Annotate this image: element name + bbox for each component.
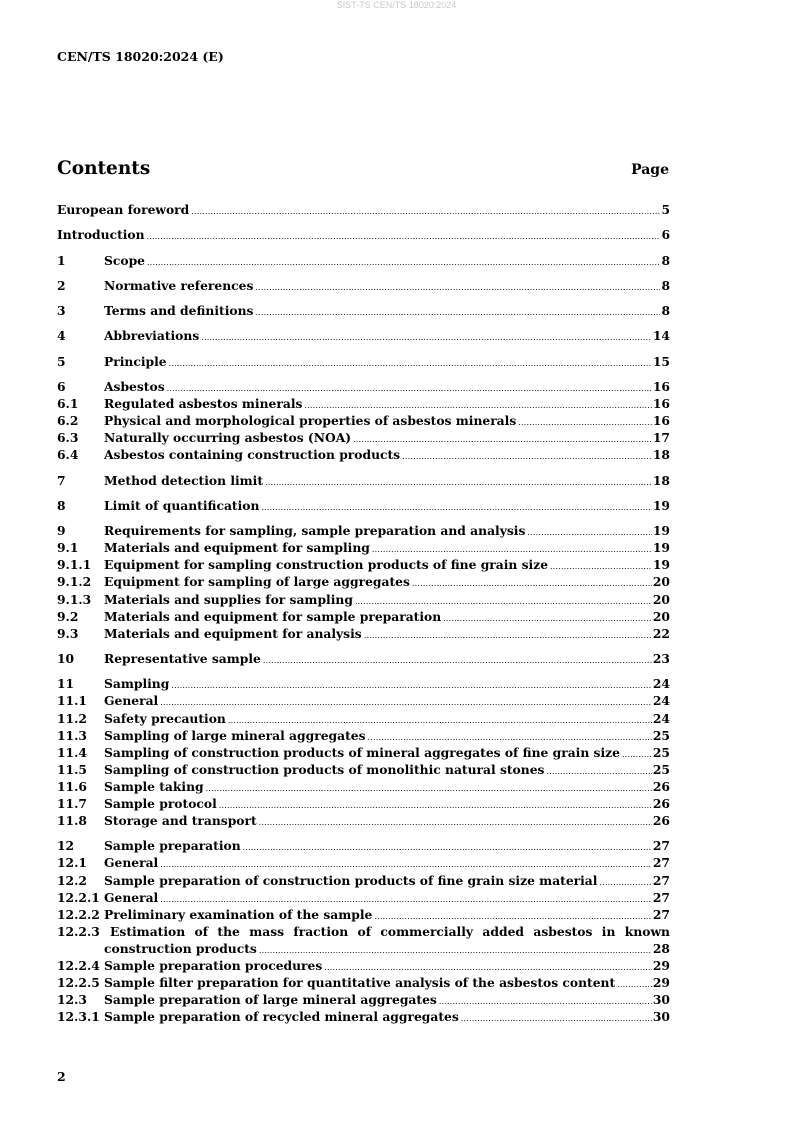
toc-entry-number: 12.2.1 [57, 889, 100, 905]
toc-entry[interactable] [57, 795, 670, 812]
toc-entry-page: 27 [652, 838, 670, 854]
toc-entry-number: 12.1 [57, 855, 87, 871]
toc-entry-number: 6.4 [57, 447, 79, 463]
toc-entry[interactable] [57, 252, 670, 269]
toc-entry-page: 27 [652, 872, 670, 888]
toc-entry-number: 9.3 [57, 625, 79, 641]
dot-leader [546, 763, 651, 780]
toc-entry-page: 29 [652, 975, 670, 991]
toc-entry[interactable] [57, 573, 670, 590]
toc-entry-title: Materials and equipment for sampling [104, 540, 370, 556]
toc-entry[interactable] [57, 675, 670, 692]
dot-leader [443, 610, 652, 627]
dot-leader [461, 1010, 652, 1027]
dot-leader [169, 355, 652, 372]
dot-leader [412, 575, 652, 592]
dot-leader [201, 329, 652, 346]
toc-entry-page: 27 [652, 906, 670, 922]
toc-entry[interactable] [57, 302, 670, 319]
toc-entry-page: 25 [652, 761, 670, 777]
toc-entry-title: Introduction [57, 227, 145, 243]
toc-entry-number: 11 [57, 676, 75, 692]
toc-entry-title: Equipment for sampling construction products of fine grain size [104, 557, 549, 573]
toc-entry[interactable] [57, 727, 670, 744]
toc-entry-title: Sample protocol [104, 795, 217, 811]
toc-entry-title: Scope [104, 252, 145, 268]
toc-entry[interactable] [57, 277, 670, 294]
dot-leader [255, 279, 660, 296]
toc-entry-number: 9.1 [57, 540, 79, 556]
page-column-label: Page [631, 162, 669, 178]
toc-entry-number: 6.3 [57, 430, 79, 446]
toc-entry-title: Sample preparation of construction products of fine grain size material [104, 872, 598, 888]
toc-entry[interactable] [57, 412, 670, 429]
toc-entry-page: 16 [652, 413, 670, 429]
toc-entry-page: 20 [652, 608, 670, 624]
toc-entry-title: Equipment for sampling of large aggregates [104, 574, 410, 590]
toc-entry-page: 30 [652, 992, 670, 1008]
toc-entry-page: 19 [652, 557, 670, 573]
toc-entry-page: 18 [652, 472, 670, 488]
toc-entry-title: Regulated asbestos minerals [104, 396, 303, 412]
toc-entry-title: Materials and equipment for analysis [104, 625, 362, 641]
toc-entry-title: Abbreviations [104, 328, 200, 344]
toc-entry[interactable] [57, 837, 670, 854]
toc-entry-number: 11.1 [57, 693, 87, 709]
toc-entry-page: 17 [652, 430, 670, 446]
dot-leader [622, 746, 652, 763]
toc-entry[interactable] [57, 923, 670, 940]
toc-entry-title: Sample preparation of recycled mineral aggregates [104, 1009, 459, 1025]
toc-entry-page: 16 [652, 378, 670, 394]
toc-entry-page: 8 [661, 252, 670, 268]
toc-entry-page: 25 [652, 727, 670, 743]
toc-entry-number: 6 [57, 378, 66, 394]
dot-leader [219, 797, 652, 814]
dot-leader [263, 652, 652, 669]
toc-entry[interactable] [57, 429, 670, 446]
dot-leader [243, 839, 652, 856]
toc-entry-number: 9.1.2 [57, 574, 92, 590]
toc-entry-title: Asbestos [104, 378, 165, 394]
toc-entry[interactable] [57, 327, 670, 344]
toc-entry-page: 26 [652, 795, 670, 811]
toc-entry-number: 9.2 [57, 608, 79, 624]
toc-entry-number: 2 [57, 277, 66, 293]
toc-entry-title: Physical and morphological properties of asbestos minerals [104, 413, 517, 429]
toc-entry-page: 16 [652, 396, 670, 412]
page-number: 2 [57, 1069, 66, 1084]
toc-entry-page: 20 [652, 591, 670, 607]
toc-entry-number: 7 [57, 472, 66, 488]
toc-entry-title: Asbestos containing construction products [104, 447, 401, 463]
dot-leader [171, 677, 652, 694]
toc-entry-number: 12.2.2 [57, 906, 100, 922]
toc-entry[interactable] [57, 710, 670, 727]
toc-entry[interactable] [57, 974, 670, 991]
dot-leader [550, 558, 652, 575]
toc-entry[interactable] [57, 778, 670, 795]
dot-leader [255, 304, 660, 321]
toc-entry-page: 19 [652, 540, 670, 556]
toc-entry-continuation[interactable] [57, 940, 670, 957]
toc-entry-number: 4 [57, 328, 66, 344]
toc-entry[interactable] [57, 761, 670, 778]
toc-entry[interactable] [57, 872, 670, 889]
toc-entry-title: Sampling of large mineral aggregates [104, 727, 366, 743]
toc-entry-title: European foreword [57, 202, 190, 217]
toc-entry[interactable] [57, 378, 670, 395]
toc-entry-title: Sample taking [104, 778, 204, 794]
dot-leader [191, 203, 660, 220]
toc-entry[interactable] [57, 744, 670, 761]
toc-entry-title: Sampling [104, 676, 170, 692]
toc-entry[interactable] [57, 591, 670, 608]
toc-entry-number: 9 [57, 523, 66, 539]
toc-entry-number: 12.2.4 [57, 958, 100, 973]
toc-entry-title: Materials and equipment for sample preparation [104, 608, 442, 624]
toc-entry-page: 24 [652, 693, 670, 709]
toc-entry-title: Requirements for sampling, sample preparation and analysis [104, 523, 526, 539]
toc-entry-title: Sample preparation of large mineral aggregates [104, 992, 437, 1008]
toc-entry-number: 12 [57, 838, 75, 854]
toc-entry-number: 12.2.5 [57, 975, 100, 991]
toc-entry-page: 22 [652, 625, 670, 641]
toc-entry-number: 11.7 [57, 795, 87, 811]
toc-entry[interactable] [57, 906, 670, 923]
toc-entry-title: Method detection limit [104, 472, 264, 488]
toc-entry-number: 3 [57, 303, 66, 319]
toc-entry-number: 12.2 [57, 872, 87, 888]
dot-leader [518, 414, 652, 431]
toc-entry-page: 5 [661, 202, 670, 217]
toc-entry-title: Principle [104, 353, 167, 369]
toc-entry-title: General [104, 693, 159, 709]
dot-leader [599, 874, 651, 891]
toc-entry-number: 11.5 [57, 761, 87, 777]
toc-entry[interactable] [57, 650, 670, 667]
toc-entry[interactable] [57, 889, 670, 906]
contents-heading: Contents [57, 158, 151, 179]
toc-entry-page: 6 [661, 227, 670, 243]
toc-entry-title: Safety precaution [104, 710, 226, 726]
toc-entry-page: 28 [652, 940, 670, 956]
toc-entry[interactable] [57, 692, 670, 709]
toc-entry-title: General [104, 889, 159, 905]
toc-entry[interactable] [57, 625, 670, 642]
toc-entry-number: 10 [57, 651, 75, 667]
toc-entry-page: 15 [652, 353, 670, 369]
toc-entry[interactable] [57, 812, 670, 829]
toc-entry-number: 6.2 [57, 413, 79, 429]
toc-entry[interactable] [57, 1008, 670, 1025]
toc-entry-title: Terms and definitions [104, 303, 254, 319]
toc-entry-number: 12.2.3 [57, 923, 100, 939]
dot-leader [617, 976, 652, 993]
toc-entry-title: Sample preparation procedures [104, 958, 323, 973]
toc-entry[interactable] [57, 395, 670, 412]
toc-entry-page: 29 [652, 958, 670, 973]
toc-entry-title: Sample preparation [104, 838, 241, 854]
toc-entry-number: 6.1 [57, 396, 79, 412]
toc-entry-title: Limit of quantification [104, 497, 260, 513]
dot-leader [147, 254, 660, 271]
toc-entry-number: 11.2 [57, 710, 87, 726]
toc-entry-page: 30 [652, 1009, 670, 1025]
toc-entry-page: 24 [652, 710, 670, 726]
toc-entry-title: Estimation of the mass fraction of commercially added asbestos in known [110, 923, 670, 939]
toc-entry-number: 1 [57, 252, 66, 268]
toc-entry-page: 19 [652, 497, 670, 513]
toc-entry[interactable] [57, 556, 670, 573]
document-id: CEN/TS 18020:2024 (E) [57, 49, 224, 64]
toc-entry-page: 19 [652, 523, 670, 539]
toc-entry-page: 18 [652, 447, 670, 463]
toc-entry-number: 12.3 [57, 992, 87, 1008]
watermark: SIST-TS CEN/TS 18020:2024 [336, 0, 457, 10]
toc-entry[interactable] [57, 353, 670, 370]
toc-entry-title: Storage and transport [104, 813, 257, 829]
toc-entry-title-continued: construction products [104, 940, 257, 956]
toc-entry-page: 27 [652, 855, 670, 871]
toc-entry-page: 8 [661, 277, 670, 293]
toc-entry[interactable] [57, 446, 670, 463]
toc-entry-number: 11.3 [57, 727, 87, 743]
toc-entry-title: Sampling of construction products of monolithic natural stones [104, 761, 545, 777]
toc-entry-number: 5 [57, 353, 66, 369]
toc-entry-page: 26 [652, 778, 670, 794]
toc-entry-number: 8 [57, 497, 66, 513]
toc-entry-number: 9.1.1 [57, 557, 92, 573]
toc-entry-page: 27 [652, 889, 670, 905]
toc-entry-number: 11.4 [57, 744, 87, 760]
dot-leader [439, 993, 652, 1010]
toc-entry-page: 8 [661, 303, 670, 319]
table-of-contents [57, 201, 670, 1025]
toc-entry-title: Sample filter preparation for quantitative analysis of the asbestos content [104, 975, 616, 991]
toc-entry-title: Materials and supplies for sampling [104, 591, 353, 607]
dot-leader [147, 228, 661, 245]
toc-entry-page: 24 [652, 676, 670, 692]
dot-leader [364, 627, 652, 644]
toc-entry[interactable] [57, 226, 670, 243]
toc-entry-number: 11.6 [57, 778, 87, 794]
dot-leader [527, 524, 652, 541]
toc-entry-title: Naturally occurring asbestos (NOA) [104, 430, 352, 446]
toc-entry[interactable] [57, 522, 670, 539]
toc-entry-number: 9.1.3 [57, 591, 92, 607]
dot-leader [206, 780, 652, 797]
dot-leader [160, 694, 652, 711]
toc-entry-page: 25 [652, 744, 670, 760]
toc-entry[interactable] [57, 991, 670, 1008]
toc-entry-title: Sampling of construction products of mineral aggregates of fine grain size [104, 744, 620, 760]
toc-entry-page: 14 [652, 328, 670, 344]
toc-entry-title: General [104, 855, 159, 871]
toc-entry[interactable] [57, 957, 670, 974]
dot-leader [265, 474, 652, 491]
toc-entry-title: Preliminary examination of the sample [104, 906, 373, 922]
toc-entry-number: 12.3.1 [57, 1009, 100, 1025]
toc-entry[interactable] [57, 497, 670, 514]
toc-entry[interactable] [57, 201, 670, 218]
dot-leader [259, 814, 652, 831]
toc-entry-page: 26 [652, 813, 670, 829]
toc-entry-title: Representative sample [104, 651, 261, 667]
toc-entry-number: 11.8 [57, 813, 87, 829]
dot-leader [261, 499, 651, 516]
toc-entry-page: 20 [652, 574, 670, 590]
toc-entry[interactable] [57, 472, 670, 489]
toc-entry[interactable] [57, 608, 670, 625]
toc-entry[interactable] [57, 854, 670, 871]
dot-leader [402, 448, 652, 465]
toc-entry-title: Normative references [104, 277, 254, 293]
toc-entry-page: 23 [652, 651, 670, 667]
toc-entry[interactable] [57, 539, 670, 556]
